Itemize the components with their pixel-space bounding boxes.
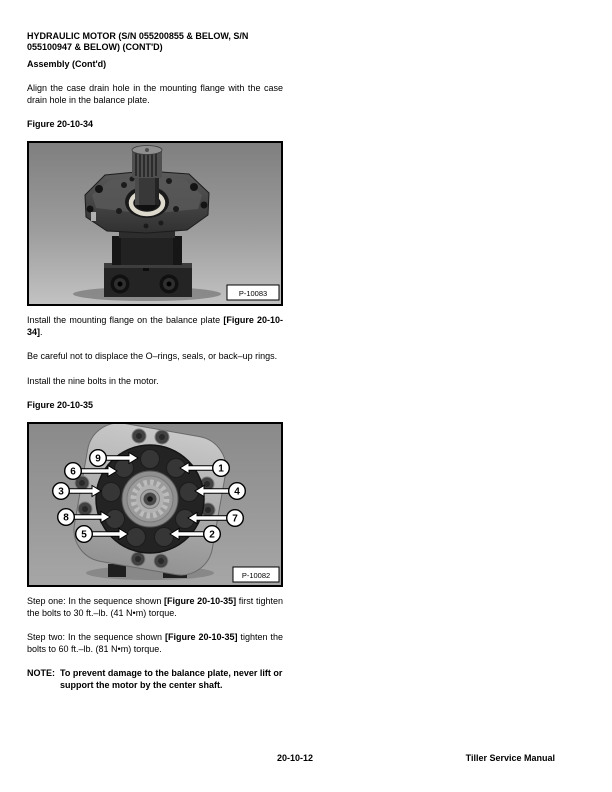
figure-reference: [Figure 20-10-34] <box>27 315 284 337</box>
note-block <box>27 668 283 691</box>
callout-6 <box>65 463 82 480</box>
text-run: first tighten the bolts to 30 ft.–lb. (41 N•m) torque. <box>27 596 283 618</box>
callout-number: 6 <box>70 467 76 479</box>
callout-3 <box>53 483 70 500</box>
content-column <box>27 0 283 704</box>
text-run: . <box>40 326 43 337</box>
section-title: HYDRAULIC MOTOR (S/N 055200855 & BELOW, S/N 055100947 & BELOW) (CONT'D) <box>27 31 249 53</box>
callout-4 <box>229 483 246 500</box>
motor-base <box>104 263 192 297</box>
subsection-title: Assembly (Cont'd) <box>27 58 107 69</box>
figure-reference: [Figure 20-10-35] <box>163 596 237 607</box>
splined-shaft <box>132 146 162 206</box>
text-run: Step one: In the sequence shown <box>27 596 164 607</box>
text-run: tighten the bolts to 60 ft.–lb. (81 N•m) torque. <box>27 632 283 654</box>
paragraph-install-bolts: Install the nine bolts in the motor. <box>27 375 159 386</box>
figure1-photo <box>27 141 283 306</box>
motor-body <box>112 230 182 265</box>
callout-8 <box>58 509 75 526</box>
text-run: Install the mounting flange on the balance plate <box>27 315 224 326</box>
paragraph-align-drain: Align the case drain hole in the mounting flange with the case drain hole in the balance plate. <box>27 83 283 105</box>
callout-number: 4 <box>234 487 240 499</box>
photo-label-box <box>233 567 279 582</box>
figure2-photo <box>27 422 283 587</box>
figure1-caption: Figure 20-10-34 <box>27 119 94 130</box>
callout-number: 7 <box>232 514 238 526</box>
figure-reference: [Figure 20-10-35] <box>164 632 238 643</box>
note-label: NOTE: <box>27 668 55 679</box>
callout-2 <box>204 526 221 543</box>
paragraph-step-one <box>27 596 283 619</box>
callout-number: 2 <box>209 530 215 542</box>
hydraulic-motor-photo <box>29 143 281 304</box>
paragraph-step-two <box>27 632 283 655</box>
photo-label-box <box>227 285 279 300</box>
note-text: To prevent damage to the balance plate, never lift or support the motor by the center shaft. <box>60 668 283 690</box>
callout-9 <box>90 450 107 467</box>
photo-label: P-10082 <box>241 571 271 581</box>
callout-5 <box>76 526 93 543</box>
photo-label: P-10083 <box>238 289 268 299</box>
paragraph-careful: Be careful not to displace the O–rings, seals, or back–up rings. <box>27 351 278 362</box>
callout-7 <box>227 510 244 527</box>
callout-1 <box>213 460 230 477</box>
base-tab <box>108 564 126 577</box>
spline-hub <box>122 471 178 527</box>
callout-number: 1 <box>218 464 224 476</box>
callout-number: 8 <box>63 513 69 525</box>
text-run: Step two: In the sequence shown <box>27 632 165 643</box>
callout-number: 3 <box>58 487 64 499</box>
callout-number: 5 <box>81 530 87 542</box>
figure2-caption: Figure 20-10-35 <box>27 400 94 411</box>
paragraph-install-flange <box>27 315 283 338</box>
manual-title: Tiller Service Manual <box>465 753 555 763</box>
page-number: 20-10-12 <box>276 753 314 763</box>
callout-number: 9 <box>95 454 101 466</box>
bolt-sequence-photo <box>29 424 281 585</box>
